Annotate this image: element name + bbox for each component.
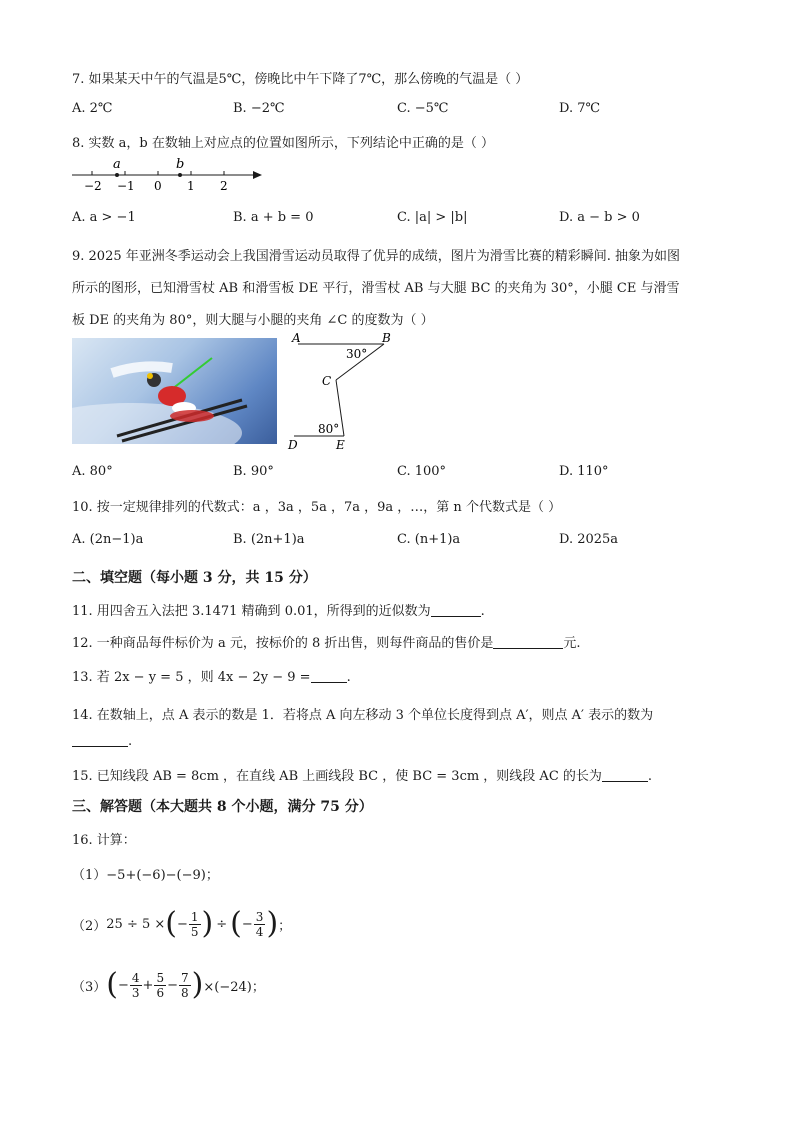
angle-label: 80° (318, 422, 340, 436)
q16-title: 16. 计算： (72, 833, 136, 848)
answer-blank (431, 604, 481, 617)
q9-line-1: 9. 2025 年亚洲冬季运动会上我国滑雪运动员取得了优异的成绩，图片为滑雪比赛的精彩瞬间. 抽象为如图 (72, 249, 681, 264)
q8-option-d: D. a − b > 0 (559, 210, 640, 225)
label-b: b (176, 157, 185, 172)
q13 (72, 666, 351, 685)
q8-number-line (66, 154, 266, 196)
fraction: $\frac{5}{6}$ (156, 970, 165, 1000)
ski-photo (72, 338, 277, 444)
q16-part-1 (72, 864, 219, 883)
q7-option-c: C. −5℃ (397, 101, 449, 116)
part-label: （1） (72, 868, 107, 883)
answer-blank (493, 636, 563, 649)
q14-blank-line (72, 734, 132, 749)
section-2-heading: 二、填空题（每小题 3 分，共 15 分） (72, 570, 317, 586)
q10-option-d: D. 2025a (559, 532, 619, 547)
skier-illustration (72, 338, 277, 444)
point-a (115, 173, 119, 177)
q13-end: . (346, 670, 351, 685)
tick-label: −2 (84, 179, 102, 193)
q12-end: 元. (563, 636, 581, 651)
point-label: E (336, 438, 345, 452)
q11-text: 11. 用四舍五入法把 3.1471 精确到 0.01，所得到的近似数为 (72, 604, 431, 619)
q16-part-3: （3） ( − $\frac{4}{3}$ + $\frac{5}{6}$ − $\frac{7}{8}$ ) ×(−24)； (72, 967, 265, 1002)
point-label: D (288, 438, 298, 452)
q11 (72, 600, 485, 619)
q8-option-a: A. a > −1 (72, 210, 136, 225)
tick-label: 1 (187, 179, 195, 193)
fraction: $\frac{4}{3}$ (131, 970, 140, 1000)
part-label: （3） (72, 979, 107, 995)
tick-label: −1 (117, 179, 135, 193)
q14-end: . (128, 734, 133, 749)
q7-option-a: A. 2℃ (72, 101, 113, 116)
part-label: （2） (72, 918, 107, 934)
q10-option-a: A. (2n−1)a (72, 532, 144, 547)
q12-text: 12. 一种商品每件标价为 a 元，按标价的 8 折出售，则每件商品的售价是 (72, 636, 494, 651)
point-b (178, 173, 182, 177)
fraction: $\frac{3}{4}$ (255, 909, 264, 939)
q16-p3-end: ×(−24)； (203, 979, 265, 995)
q9-option-d: D. 110° (559, 464, 609, 479)
fraction: $\frac{1}{5}$ (190, 909, 199, 939)
q9-line-3: 板 DE 的夹角为 80°，则大腿与小腿的夹角 ∠C 的度数为（ ） (72, 313, 434, 328)
fraction: $\frac{7}{8}$ (181, 970, 189, 1000)
q12 (72, 632, 581, 651)
answer-blank (311, 670, 347, 683)
q9-option-b: B. 90° (233, 464, 274, 479)
point-label: B (382, 331, 391, 345)
q9-line-2: 所示的图形，已知滑雪杖 AB 和滑雪板 DE 平行，滑雪杖 AB 与大腿 BC 的夹角为 30°，小腿 CE 与滑雪 (72, 281, 680, 296)
point-label: A (292, 331, 301, 345)
q16-p2-pre: 25 ÷ 5 × (106, 916, 166, 932)
q7-stem: 7. 如果某天中午的气温是5℃，傍晚比中午下降了7℃，那么傍晚的气温是（ ） (72, 72, 529, 87)
answer-blank (602, 769, 648, 782)
tick-label: 2 (220, 179, 228, 193)
q13-text: 13. 若 2x − y = 5 ，则 4x − 2y − 9 = (72, 670, 311, 685)
q9-option-c: C. 100° (397, 464, 447, 479)
q10-stem: 10. 按一定规律排列的代数式：a ，3a ，5a ，7a ，9a ，…，第 n 个代数式是（ ） (72, 500, 562, 515)
angle-label: 30° (346, 347, 368, 361)
point-label: C (322, 374, 332, 388)
q15 (72, 765, 652, 784)
q7-option-b: B. −2℃ (233, 101, 285, 116)
q9-option-a: A. 80° (72, 464, 113, 479)
q16-part-2: （2） 25 ÷ 5 × ( − $\frac{1}{5}$ ) ÷ ( − $\frac{3}{4}$ ) ； (72, 906, 292, 941)
q15-end: . (647, 769, 653, 784)
q8-option-c: C. |a| > |b| (397, 210, 468, 225)
section-3-heading: 三、解答题（本大题共 8 个小题，满分 75 分） (72, 799, 373, 815)
q14-text: 14. 在数轴上，点 A 表示的数是 1．若将点 A 向左移动 3 个单位长度得到点 A′，则点 A′ 表示的数为 (72, 708, 654, 723)
label-a: a (113, 157, 121, 172)
q8-stem: 8. 实数 a，b 在数轴上对应点的位置如图所示，下列结论中正确的是（ ） (72, 136, 495, 151)
q10-option-b: B. (2n+1)a (233, 532, 305, 547)
q8-option-b: B. a + b = 0 (233, 210, 314, 225)
tick-label: 0 (154, 179, 162, 193)
q16-p1-expr: −5+(−6)−(−9)； (106, 868, 219, 883)
q9-geometry-figure (284, 330, 399, 455)
q16-p2-mid: ÷ (216, 916, 228, 932)
q16-p2-end: ； (278, 918, 292, 934)
q11-end: . (480, 604, 485, 619)
q15-text: 15. 已知线段 AB = 8cm ，在直线 AB 上画线段 BC ，使 BC = 3cm ，则线段 AC 的长为 (72, 769, 602, 784)
answer-blank (72, 734, 128, 747)
q7-option-d: D. 7℃ (559, 101, 601, 116)
q10-option-c: C. (n+1)a (397, 532, 461, 547)
